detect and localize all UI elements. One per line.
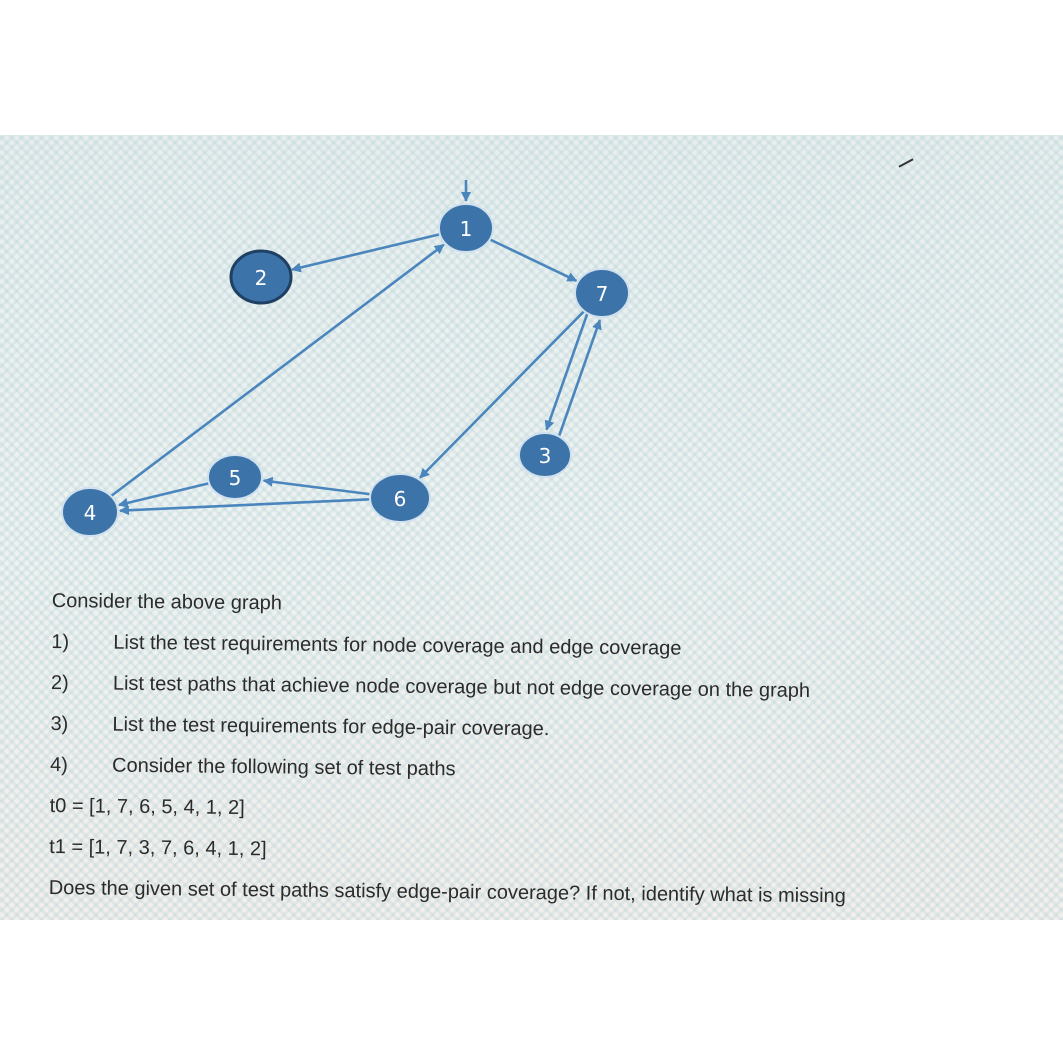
node-label: 5 (228, 466, 242, 490)
node-label: 7 (595, 282, 609, 306)
node-1 (439, 204, 493, 252)
node-label: 6 (393, 487, 407, 511)
final-question: Does the given set of test paths satisfy edge-pair coverage? If not, identify what is missing (48, 876, 846, 908)
edge-6-to-5 (264, 481, 371, 495)
node-label: 2 (254, 266, 268, 290)
edge-6-to-4 (120, 499, 370, 510)
node-3 (519, 433, 571, 477)
question-text: List test paths that achieve node coverage but not edge coverage on the graph (112, 672, 811, 702)
question-number: 2) (50, 671, 69, 695)
node-label: 1 (459, 217, 473, 241)
assignment-text (49, 581, 1042, 919)
question-text: Consider the following set of test paths (111, 754, 456, 781)
node-5 (208, 455, 262, 499)
node-4 (62, 488, 118, 536)
photo-of-assignment (0, 135, 1063, 920)
node-label: 3 (538, 444, 552, 468)
test-path-t0: t0 = [1, 7, 6, 5, 4, 1, 2] (49, 794, 245, 820)
node-label: 4 (83, 501, 97, 525)
node-7 (575, 269, 629, 317)
intro-line: Consider the above graph (51, 589, 283, 615)
edge-1-to-7 (490, 239, 577, 280)
question-text: List the test requirements for edge-pair coverage. (112, 713, 550, 741)
question-text: List the test requirements for node coverage and edge coverage (113, 631, 682, 660)
question-number: 4) (49, 753, 68, 777)
test-path-t1: t1 = [1, 7, 3, 7, 6, 4, 1, 2] (49, 835, 267, 861)
node-2 (231, 251, 291, 303)
question-number: 1) (51, 630, 70, 654)
node-6 (370, 474, 430, 522)
edge-5-to-4 (119, 483, 209, 505)
question-number: 3) (50, 712, 69, 736)
